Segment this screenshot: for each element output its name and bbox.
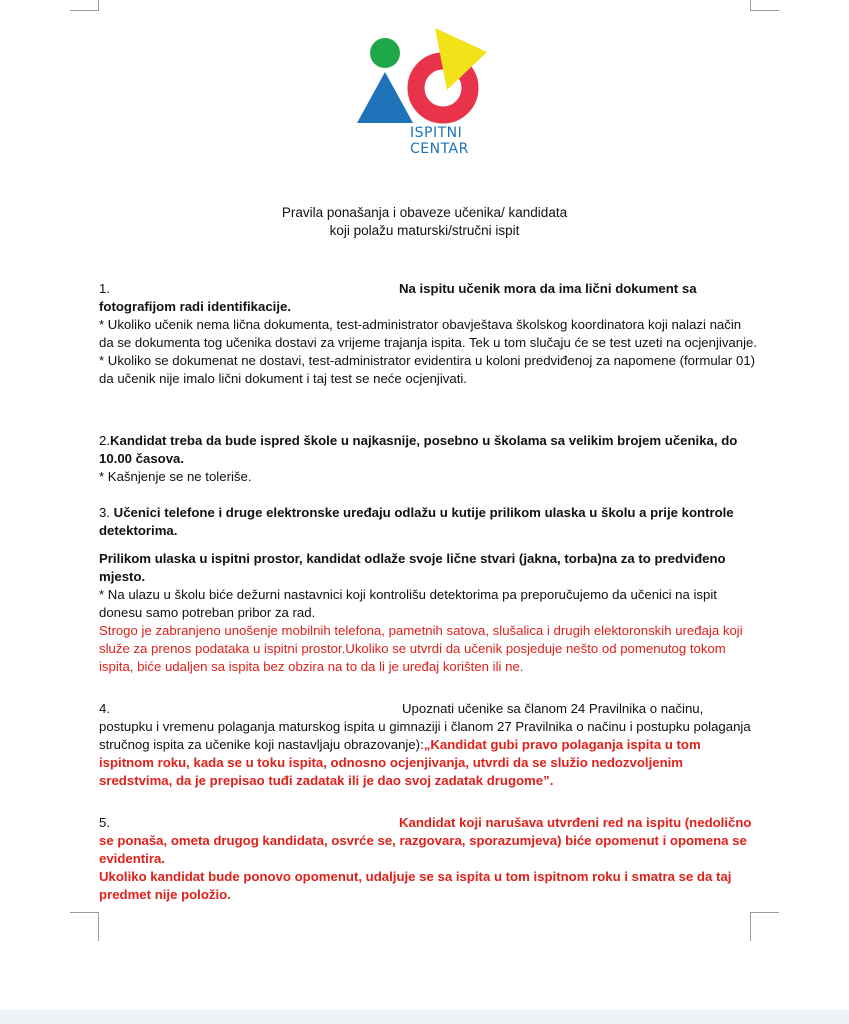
rule-1-note-1: * Ukoliko učenik nema lična dokumenta, test-administrator obavještava školskog koordinatora koji nalazi način da se dokumenta tog učenika dostavi za vrijeme trajanja ispita. Tek u tom slučaju će se test uzeti na ocjenjivanje. [99, 317, 758, 350]
logo-blue-triangle [357, 72, 413, 123]
rule-2-note: * Kašnjenje se ne toleriše. [99, 469, 252, 484]
rule-3-warning: Strogo je zabranjeno unošenje mobilnih telefona, pametnih satova, slušalica i drugih elektoronskih uređaja koji služe za prenos podataka u ispitni prostor.Ukoliko se utvrdi da učenik posjeduje nešto od pomenutog tokom ispita, biće udaljen sa ispita bez obzira na to da li je uređaj korišten ili ne. [99, 623, 743, 674]
rule-3-heading: Učenici telefone i druge elektronske uređaju odlažu u kutije prilikom ulaska u školu a prije kontrole detektorima. [99, 505, 734, 538]
document-title-line1: Pravila ponašanja i obaveze učenika/ kandidata [281, 205, 568, 220]
rule-4-text-b: postupku i vremenu polaganja maturskog ispita u gimnaziji i članom 27 Pravilnika o načinu i postupku polaganja stručnog ispita za učenike koji nastavljaju obrazovanje): [99, 719, 751, 752]
rule-3 [99, 504, 759, 676]
rule-3-note: * Na ulazu u školu biće dežurni nastavnici koji kontrolišu detektorima pa preporučujemo da učenici na ispit donesu samo potreban pribor za rad. [99, 587, 717, 620]
crop-mark-top-left [70, 0, 99, 11]
rule-4-number: 4. [99, 701, 110, 716]
rule-5-text-c: Ukoliko kandidat bude ponovo opomenut, udaljuje se sa ispita u tom ispitnom roku i smatra se da taj predmet nije položio. [99, 869, 732, 902]
viewer-bottom-bar [0, 1010, 849, 1024]
rule-5-number: 5. [99, 815, 110, 830]
rule-2-heading: Kandidat treba da bude ispred škole u najkasnije, posebno u školama sa velikim brojem učenika, do 10.00 časova. [99, 433, 738, 466]
rule-4-quote: „Kandidat gubi pravo polaganja ispita u tom ispitnom roku, kada se u toku ispita, odnosno ocjenjivanja, utvrdi da se služio nedozvoljenim sredstvima, da je prepisao tuđi zadatak ili je dao svoj zadatak drugome”. [99, 737, 701, 788]
rule-4-text-a: Upoznati učenike sa članom 24 Pravilnika o načinu, [402, 701, 704, 716]
crop-mark-top-right [750, 0, 779, 11]
rule-3-heading-2: Prilikom ulaska u ispitni prostor, kandidat odlaže svoje lične stvari (jakna, torba)na za to predviđeno mjesto. [99, 551, 726, 584]
logo-line1: ISPITNI [410, 125, 463, 141]
rule-2 [99, 432, 759, 486]
rule-3-number: 3. [99, 505, 110, 520]
rule-1 [99, 280, 759, 388]
crop-mark-bottom-left [70, 912, 99, 941]
logo-green-circle [370, 38, 400, 68]
rule-1-heading-a: Na ispitu učenik mora da ima lični dokument sa [399, 281, 697, 296]
rule-2-number: 2. [99, 433, 110, 448]
rule-4 [99, 700, 759, 790]
logo-line2: CENTAR [410, 141, 469, 156]
rule-1-heading-b: fotografijom radi identifikacije. [99, 299, 291, 314]
rule-1-note-2: * Ukoliko se dokumenat ne dostavi, test-administrator evidentira u koloni predviđenoj za napomene (formular 01) da učenik nije imalo lični dokument i taj test se neće ocjenjivati. [99, 353, 756, 386]
ispitni-centar-logo [355, 26, 495, 156]
rule-1-number: 1. [99, 281, 110, 296]
document-title-line2: koji polažu maturski/stručni ispit [329, 223, 520, 238]
rule-5-text-a: Kandidat koji narušava utvrđeni red na ispitu (nedolično [399, 815, 752, 830]
rule-5 [99, 814, 759, 904]
rule-5-text-b: se ponaša, ometa drugog kandidata, osvrće se, razgovara, sporazumjeva) biće opomenut i opomena se evidentira. [99, 833, 747, 866]
crop-mark-bottom-right [750, 912, 779, 941]
